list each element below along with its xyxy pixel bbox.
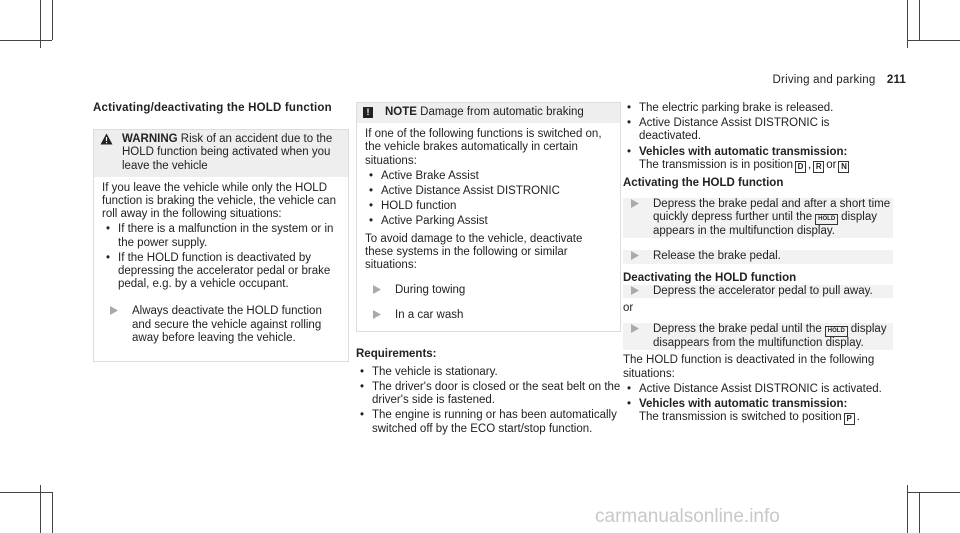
warning-box (93, 129, 349, 362)
arrow-right-icon (631, 324, 639, 337)
action-text: display disappears from the multifunction display. (653, 323, 887, 350)
page-header (773, 74, 906, 86)
gear-text: The transmission is in position (639, 158, 794, 171)
section-heading: Activating/deactivating the HOLD function (93, 102, 332, 114)
hold-icon: HOLD (815, 214, 838, 225)
list-item: • The engine is running or has been automatically switched off by the ECO start/stop function. (356, 409, 621, 435)
crop-mark (52, 492, 53, 533)
list-item: • Active Distance Assist DISTRONIC is activated. (623, 383, 893, 396)
crop-mark (919, 492, 920, 533)
action-text: Always deactivate the HOLD function and secure the vehicle against rolling away before leaving the vehicle. (132, 305, 322, 344)
list-item: • Active Brake Assist (365, 170, 612, 183)
list-item: • Vehicles with automatic transmission: The transmission is in position D , R or N (623, 146, 893, 173)
action-text: During towing (395, 284, 466, 297)
arrow-right-icon (373, 310, 381, 323)
action-text: display appears in the multifunction display. (653, 211, 877, 238)
list-item: • Active Distance Assist DISTRONIC is deactivated. (623, 117, 893, 143)
action-step (623, 250, 893, 263)
or-word: or (826, 158, 837, 171)
list-item: • The driver's door is closed or the seat belt on the driver's side is fastened. (356, 381, 621, 407)
column-left (93, 102, 349, 362)
note-box (356, 102, 621, 332)
warning-list (102, 223, 340, 291)
requirements-heading: Requirements: (356, 347, 437, 360)
or-text: or (623, 302, 634, 315)
list-item: • If the HOLD function is deactivated by depressing the accelerator pedal or brake pedal, e.g. by a vehicle occupant. (102, 252, 340, 292)
requirements-list (356, 366, 621, 436)
note-header (357, 103, 620, 123)
arrow-right-icon (110, 306, 118, 319)
action-text: Depress the brake pedal until the (653, 323, 822, 336)
action-step (623, 285, 893, 298)
deactivate-list (623, 383, 893, 425)
action-step (623, 198, 893, 238)
warning-header (94, 130, 348, 177)
action-text: Depress the accelerator pedal to pull away. (653, 284, 873, 297)
gear-n-icon: N (838, 161, 849, 173)
action-step (102, 305, 340, 345)
action-text: Release the brake pedal. (653, 250, 781, 263)
page-number: 211 (886, 74, 906, 86)
note-body (357, 123, 620, 330)
crop-mark (919, 0, 920, 40)
crop-mark (52, 0, 53, 40)
list-item: • The vehicle is stationary. (356, 366, 621, 379)
arrow-right-icon (373, 285, 381, 298)
note-label: NOTE (385, 106, 417, 118)
gear-d-icon: D (795, 161, 806, 173)
column-middle (356, 102, 621, 438)
section-title: Driving and parking (772, 74, 876, 86)
action-step (365, 284, 612, 297)
arrow-right-icon (631, 199, 639, 212)
deactivate-para: The HOLD function is deactivated in the following situations: (623, 354, 875, 380)
auto-transmission-label: • Vehicles with automatic transmission: (639, 398, 848, 411)
note-title: Damage from automatic braking (420, 106, 584, 118)
list-item: • Active Parking Assist (365, 215, 612, 228)
warning-icon (100, 133, 122, 173)
action-step (623, 323, 893, 350)
gear-text: The transmission is switched to position (639, 411, 842, 424)
deactivate-heading: Deactivating the HOLD function (623, 271, 797, 284)
warning-title: Risk of an accident due to the HOLD function being activated when you leave the vehicle (122, 133, 333, 172)
list-item: • Vehicles with automatic transmission: The transmission is switched to position P . (623, 398, 893, 425)
requirements-list-cont (623, 102, 893, 173)
gear-r-icon: R (813, 161, 824, 173)
warning-label: WARNING (122, 133, 178, 146)
warning-intro: If you leave the vehicle while only the HOLD function is braking the vehicle, the vehicle can roll away in the following situations: (102, 181, 336, 221)
action-text: In a car wash (395, 309, 464, 322)
hold-icon: HOLD (825, 326, 848, 337)
note-para: To avoid damage to the vehicle, deactivate these systems in the following or similar situations: (365, 232, 583, 272)
action-step (365, 309, 612, 322)
warning-body (94, 177, 348, 361)
list-item: • Active Distance Assist DISTRONIC (365, 185, 612, 198)
action-text: Depress the brake pedal and after a short time quickly depress further until the (653, 198, 891, 224)
arrow-right-icon (631, 286, 639, 299)
auto-transmission-label: • Vehicles with automatic transmission: (639, 145, 848, 158)
crop-mark (0, 40, 52, 41)
note-list (365, 170, 612, 229)
arrow-right-icon (631, 251, 639, 264)
gear-p-icon: P (844, 413, 855, 425)
crop-mark (907, 492, 960, 493)
note-intro: If one of the following functions is switched on, the vehicle brakes automatically in certain situations: (365, 128, 602, 167)
list-item: • HOLD function (365, 200, 612, 213)
crop-mark (0, 492, 52, 493)
column-right (623, 102, 893, 427)
activate-heading: Activating the HOLD function (623, 176, 784, 189)
crop-mark (907, 40, 960, 41)
watermark: carmanualsonline.info (595, 506, 780, 527)
exclamation-icon: ! (363, 107, 373, 118)
list-item: • If there is a malfunction in the system or in the power supply. (102, 223, 340, 249)
list-item: • The electric parking brake is released. (623, 102, 893, 115)
